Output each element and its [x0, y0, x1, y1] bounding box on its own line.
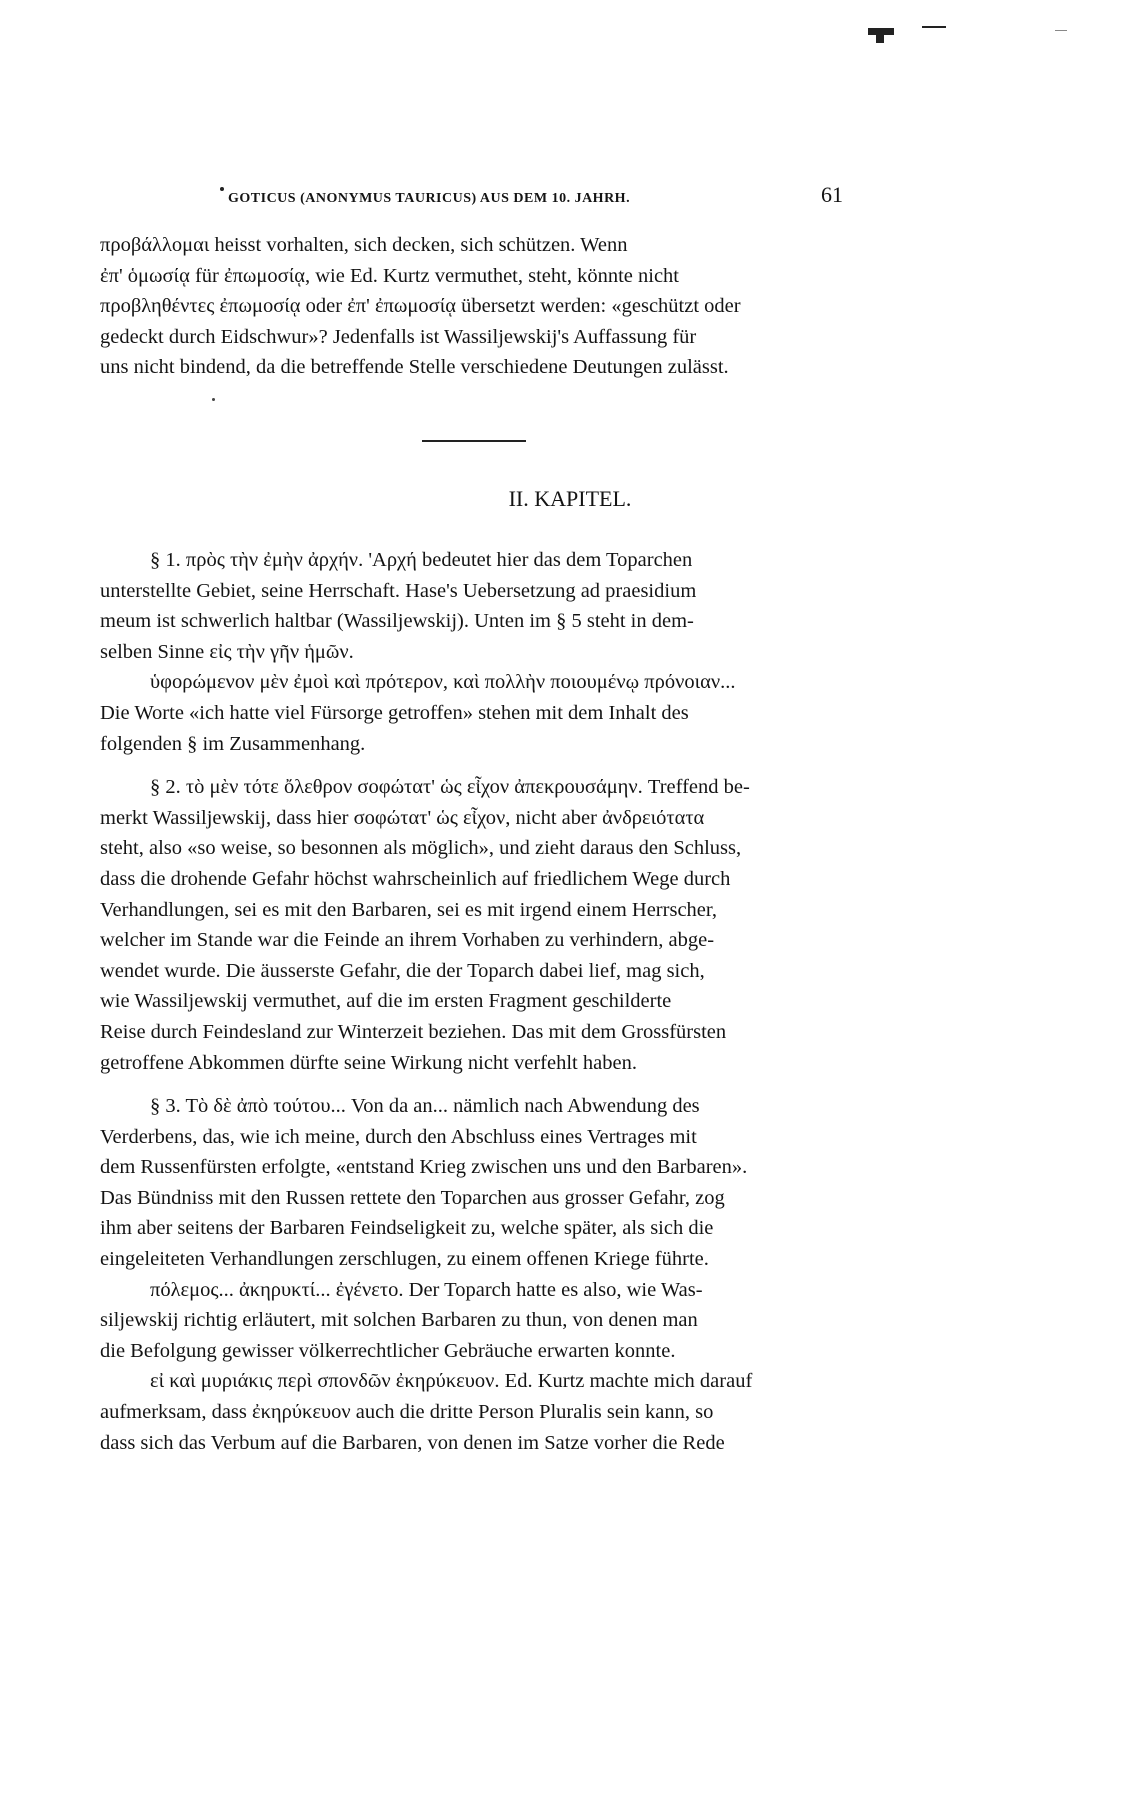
- paragraph: [100, 667, 843, 759]
- ink-speck: [212, 398, 215, 401]
- paragraph: [100, 1275, 843, 1367]
- text-line: ihm aber seitens der Barbaren Feindseligkeit zu, welche später, als sich die: [100, 1217, 714, 1240]
- text-line: folgenden § im Zusammenhang.: [100, 732, 366, 755]
- text-line: aufmerksam, dass ἐκηρύκευον auch die dritte Person Pluralis sein kann, so: [100, 1401, 714, 1424]
- paragraph: [100, 545, 843, 667]
- running-header: [228, 182, 843, 208]
- text-line: wendet wurde. Die äusserste Gefahr, die der Toparch dabei lief, mag sich,: [100, 959, 705, 982]
- text-line: gedeckt durch Eidschwur»? Jedenfalls ist Wassiljewskij's Auffassung für: [100, 325, 697, 348]
- header-bullet: [220, 187, 224, 191]
- scan-artifact-mark: [876, 33, 884, 43]
- text-line: eingeleiteten Verhandlungen zerschlugen, zu einem offenen Kriege führte.: [100, 1248, 709, 1271]
- running-title: GOTICUS (ANONYMUS TAURICUS) AUS DEM 10. JAHRH.: [228, 191, 631, 206]
- text-line: uns nicht bindend, da die betreffende Stelle verschiedene Deutungen zulässt.: [100, 356, 729, 379]
- paragraph: [100, 1366, 843, 1458]
- text-line: unterstellte Gebiet, seine Herrschaft. Hase's Uebersetzung ad praesidium: [100, 579, 697, 602]
- text-line: getroffene Abkommen dürfte seine Wirkung nicht verfehlt haben.: [100, 1051, 637, 1074]
- text-line: Das Bündniss mit den Russen rettete den Toparchen aus grosser Gefahr, zog: [100, 1186, 725, 1209]
- paragraph: [100, 1091, 843, 1275]
- text-line: dass sich das Verbum auf die Barbaren, von denen im Satze vorher die Rede: [100, 1431, 725, 1454]
- text-line: merkt Wassiljewskij, dass hier σοφώτατ' ὡς εἶχον, nicht aber ἀνδρειότατα: [100, 806, 705, 829]
- text-line: Die Worte «ich hatte viel Fürsorge getroffen» stehen mit dem Inhalt des: [100, 701, 689, 724]
- chapter-body: [100, 545, 843, 1458]
- chapter-title: II. KAPITEL.: [508, 486, 632, 511]
- text-line: Reise durch Feindesland zur Winterzeit beziehen. Das mit dem Grossfürsten: [100, 1020, 727, 1043]
- text-line: selben Sinne εἰς τὴν γῆν ἡμῶν.: [100, 640, 354, 663]
- text-line: dass die drohende Gefahr höchst wahrscheinlich auf friedlichem Wege durch: [100, 867, 731, 890]
- scan-artifact-line: [922, 26, 946, 28]
- intro-paragraph: [100, 230, 843, 383]
- text-line: προβληθέντες ἐπωμοσίᾳ oder ἐπ' ἐπωμοσίᾳ übersetzt werden: «geschützt oder: [100, 295, 741, 318]
- text-line: § 2. τὸ μὲν τότε ὄλεθρον σοφώτατ' ὡς εἶχον ἀπεκρουσάμην. Treffend be-: [150, 776, 750, 799]
- text-line: ὑφορώμενον μὲν ἐμοὶ καὶ πρότερον, καὶ πολλὴν ποιουμένῳ πρόνοιαν...: [150, 671, 736, 694]
- text-line: die Befolgung gewisser völkerrechtlicher Gebräuche erwarten konnte.: [100, 1339, 676, 1362]
- text-line: welcher im Stande war die Feinde an ihrem Vorhaben zu verhindern, abge-: [100, 929, 715, 952]
- scan-artifact-line: [1055, 30, 1067, 31]
- text-line: Verderbens, das, wie ich meine, durch den Abschluss eines Vertrages mit: [100, 1125, 697, 1148]
- paragraph: [100, 772, 843, 1078]
- text-line: Verhandlungen, sei es mit den Barbaren, sei es mit irgend einem Herrscher,: [100, 898, 718, 921]
- section-rule: [422, 440, 526, 442]
- text-line: § 1. πρὸς τὴν ἐμὴν ἀρχήν. 'Αρχή bedeutet hier das dem Toparchen: [150, 549, 693, 571]
- text-line: εἰ καὶ μυριάκις περὶ σπονδῶν ἐκηρύκευον. Ed. Kurtz machte mich darauf: [150, 1370, 753, 1393]
- text-line: wie Wassiljewskij vermuthet, auf die im ersten Fragment geschilderte: [100, 990, 672, 1013]
- text-line: πόλεμος... ἀκηρυκτί... ἐγένετο. Der Toparch hatte es also, wie Was-: [150, 1278, 703, 1301]
- paragraph: [100, 230, 843, 383]
- text-line: meum ist schwerlich haltbar (Wassiljewskij). Unten im § 5 steht in dem-: [100, 610, 694, 633]
- text-line: προβάλλομαι heisst vorhalten, sich decken, sich schützen. Wenn: [100, 234, 628, 256]
- text-line: § 3. Τὸ δὲ ἀπὸ τούτου... Von da an... nämlich nach Abwendung des: [150, 1095, 700, 1118]
- text-line: siljewskij richtig erläutert, mit solchen Barbaren zu thun, von denen man: [100, 1309, 698, 1332]
- text-line: dem Russenfürsten erfolgte, «entstand Krieg zwischen uns und den Barbaren».: [100, 1156, 748, 1179]
- text-line: steht, also «so weise, so besonnen als möglich», und zieht daraus den Schluss,: [100, 837, 742, 860]
- page-number: 61: [821, 182, 843, 207]
- text-line: ἐπ' ὁμωσίᾳ für ἐπωμοσίᾳ, wie Ed. Kurtz vermuthet, steht, könnte nicht: [100, 264, 680, 287]
